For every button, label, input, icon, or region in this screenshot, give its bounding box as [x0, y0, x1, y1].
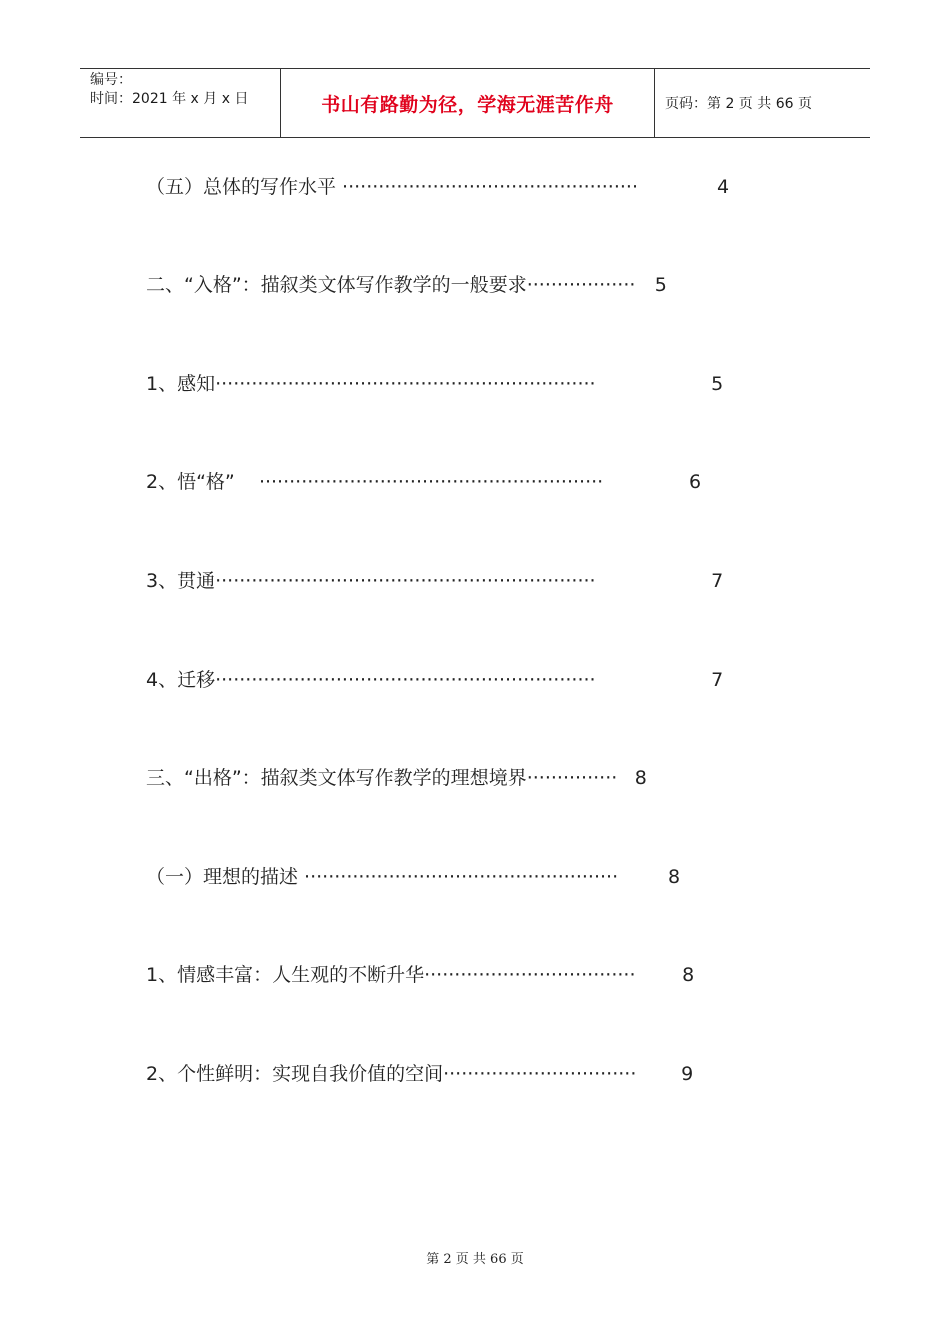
time-label: 时间：2021 年 x 月 x 日: [90, 91, 249, 107]
toc-entry-page: 5: [654, 274, 667, 296]
toc-entry-page: 4: [717, 176, 730, 198]
document-header: [80, 68, 870, 138]
toc-entry[interactable]: [146, 270, 667, 297]
toc-entry-label: 三、“出格”：描叙类文体写作教学的理想境界: [146, 767, 527, 789]
toc-entry-label: 2、悟“格”: [146, 471, 259, 493]
toc-entry[interactable]: [146, 566, 723, 593]
toc-entry-page: 8: [682, 964, 695, 986]
toc-entry-label: 二、“入格”：描叙类文体写作教学的一般要求: [146, 274, 527, 296]
toc-entry[interactable]: [146, 172, 729, 199]
toc-entry-label: 4、迁移: [146, 669, 216, 691]
toc-entry-label: 1、情感丰富：人生观的不断升华: [146, 964, 425, 986]
toc-entry[interactable]: [146, 369, 723, 396]
toc-entry-label: （一）理想的描述: [146, 866, 305, 888]
page-footer: 第 2 页 共 66 页: [426, 1252, 524, 1267]
number-label: 编号：: [90, 72, 132, 88]
toc-leader-dots: ···············: [526, 767, 618, 789]
header-motto: 书山有路勤为径，学海无涯苦作舟: [281, 69, 655, 137]
toc-leader-dots: ·······························································: [215, 373, 596, 395]
header-page-info: 页码：第 2 页 共 66 页: [665, 96, 812, 112]
header-meta: [80, 69, 281, 137]
toc-leader-dots: ····················································: [304, 866, 619, 888]
toc-entry[interactable]: [146, 763, 647, 790]
toc-leader-dots: ·······························································: [215, 570, 596, 592]
toc-entry[interactable]: [146, 1059, 693, 1086]
toc-entry-page: 8: [668, 866, 681, 888]
toc-leader-dots: ··················: [526, 274, 636, 296]
toc-leader-dots: ·························································: [258, 471, 604, 493]
toc-entry[interactable]: [146, 862, 680, 889]
toc-entry[interactable]: [146, 467, 701, 494]
toc-entry-label: 2、个性鲜明：实现自我价值的空间: [146, 1063, 444, 1085]
toc-entry-page: 5: [711, 373, 724, 395]
toc-leader-dots: ································: [443, 1063, 637, 1085]
toc-entry-label: （五）总体的写作水平: [146, 176, 343, 198]
toc-entry[interactable]: [146, 960, 694, 987]
toc-entry-label: 3、贯通: [146, 570, 216, 592]
toc-entry-page: 7: [711, 570, 724, 592]
toc-entry-page: 7: [711, 669, 724, 691]
toc-leader-dots: ·················································: [342, 176, 638, 198]
toc-entry-page: 8: [634, 767, 647, 789]
toc-entry[interactable]: [146, 665, 723, 692]
toc-entry-page: 6: [688, 471, 702, 493]
toc-entry-label: 1、感知: [146, 373, 216, 395]
toc-entry-page: 9: [681, 1063, 694, 1085]
toc-leader-dots: ···································: [424, 964, 636, 986]
toc-leader-dots: ·······························································: [215, 669, 596, 691]
